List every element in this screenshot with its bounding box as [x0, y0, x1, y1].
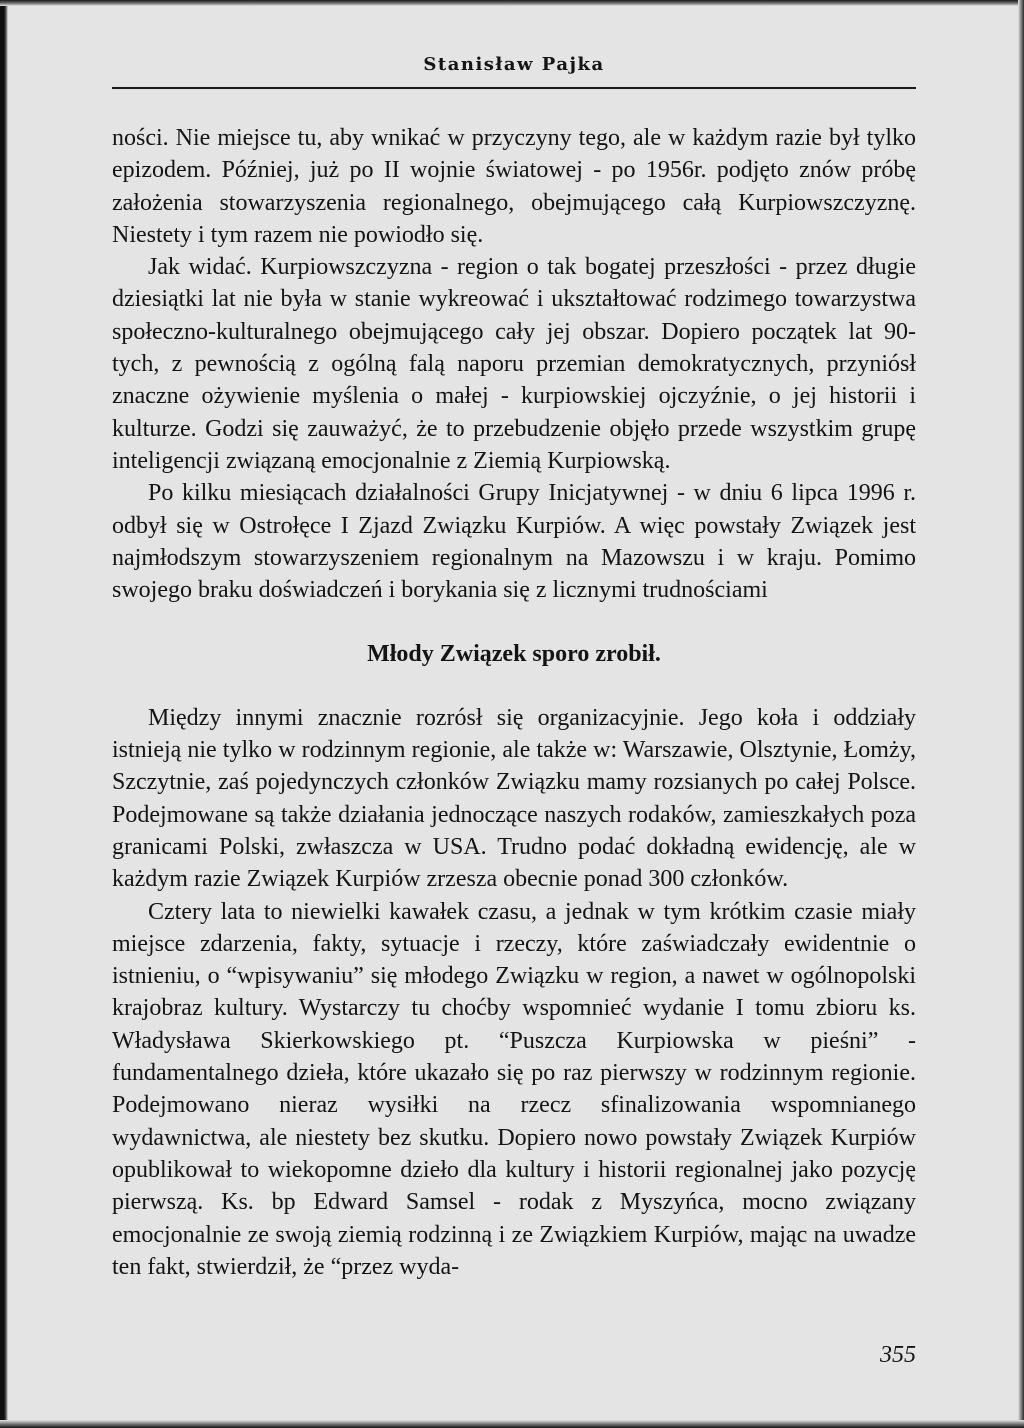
running-head-author: Stanisław Pajka [423, 54, 605, 75]
book-page [112, 50, 916, 1390]
paragraph: Między innymi znacznie rozrósł się organizacyjnie. Jego koła i oddziały istnieją nie tylko w rodzinnym regionie, ale także w: Warszawie, Olsztynie, Łomży, Szczytnie, zaś pojedynczych członków Związku mamy rozsianych po całej Polsce. Podejmowane są także działania jednoczące naszych rodaków, zamieszkałych poza granicami Polski, zwłaszcza w USA. Trudno podać dokładną ewidencję, ale w każdym razie Związek Kurpiów zrzesza obecnie ponad 300 członków. [112, 704, 916, 893]
section-heading: Młody Związek sporo zrobił. [367, 641, 661, 668]
page-number: 355 [880, 1342, 916, 1368]
body-text [112, 122, 916, 1283]
scan-border-left [0, 0, 8, 1428]
paragraph: Cztery lata to niewielki kawałek czasu, a jednak w tym krótkim czasie miały miejsce zdarzenia, fakty, sytuacje i rzeczy, które zaświadczały ewidentnie o istnieniu, o “wpisywaniu” się młodego Związku w region, a nawet w ogólnopolski krajobraz kultury. Wystarczy tu choćby wspomnieć wydanie I tomu zbioru ks. Władysława Skierkowskiego pt. “Puszcza Kurpiowska w pieśni” - fundamentalnego dzieła, które ukazało się po raz pierwszy w rodzinnym regionie. Podejmowano nieraz wysiłki na rzecz sfinalizowania wspomnianego wydawnictwa, ale niestety bez skutku. Dopiero nowo powstały Związek Kurpiów opublikował to wiekopomne dzieło dla kultury i historii regionalnej jako pozycję pierwszą. Ks. bp Edward Samsel - rodak z Myszyńca, mocno związany emocjonalnie ze swoją ziemią rodzinną i ze Związkiem Kurpiów, mając na uwadze ten fakt, stwierdził, że “przez wyda- [112, 898, 916, 1280]
paragraph: Po kilku miesiącach działalności Grupy Inicjatywnej - w dniu 6 lipca 1996 r. odbył się w Ostrołęce I Zjazd Związku Kurpiów. A więc powstały Związek jest najmłodszym stowarzyszeniem regionalnym na Mazowszu i w kraju. Pomimo swojego braku doświadczeń i borykania się z licznymi trudnościami [112, 480, 916, 604]
paragraph: Jak widać. Kurpiowszczyzna - region o tak bogatej przeszłości - przez długie dziesiątki lat nie była w stanie wykreować i ukształtować rodzimego towarzystwa społeczno-kulturalnego obejmującego cały jej obszar. Dopiero początek lat 90-tych, z pewnością z ogólną falą naporu przemian demokratycznych, przyniósł znaczne ożywienie myślenia o małej - kurpiowskiej ojczyźnie, o jej historii i kulturze. Godzi się zauważyć, że to przebudzenie objęło przede wszystkim grupę inteligencji związaną emocjonalnie z Ziemią Kurpiowską. [112, 254, 916, 474]
scan-border-bottom [0, 1420, 1024, 1428]
header-rule [112, 87, 916, 89]
scan-border-right [1018, 0, 1024, 1428]
scan-border-top [0, 0, 1024, 6]
paragraph-continuation: ności. Nie miejsce tu, aby wnikać w przyczyny tego, ale w każdym razie był tylko epizodem. Później, już po II wojnie światowej - po 1956r. podjęto znów próbę założenia stowarzyszenia regionalnego, obejmującego całą Kurpiowszczyznę. Niestety i tym razem nie powiodło się. [112, 125, 916, 248]
